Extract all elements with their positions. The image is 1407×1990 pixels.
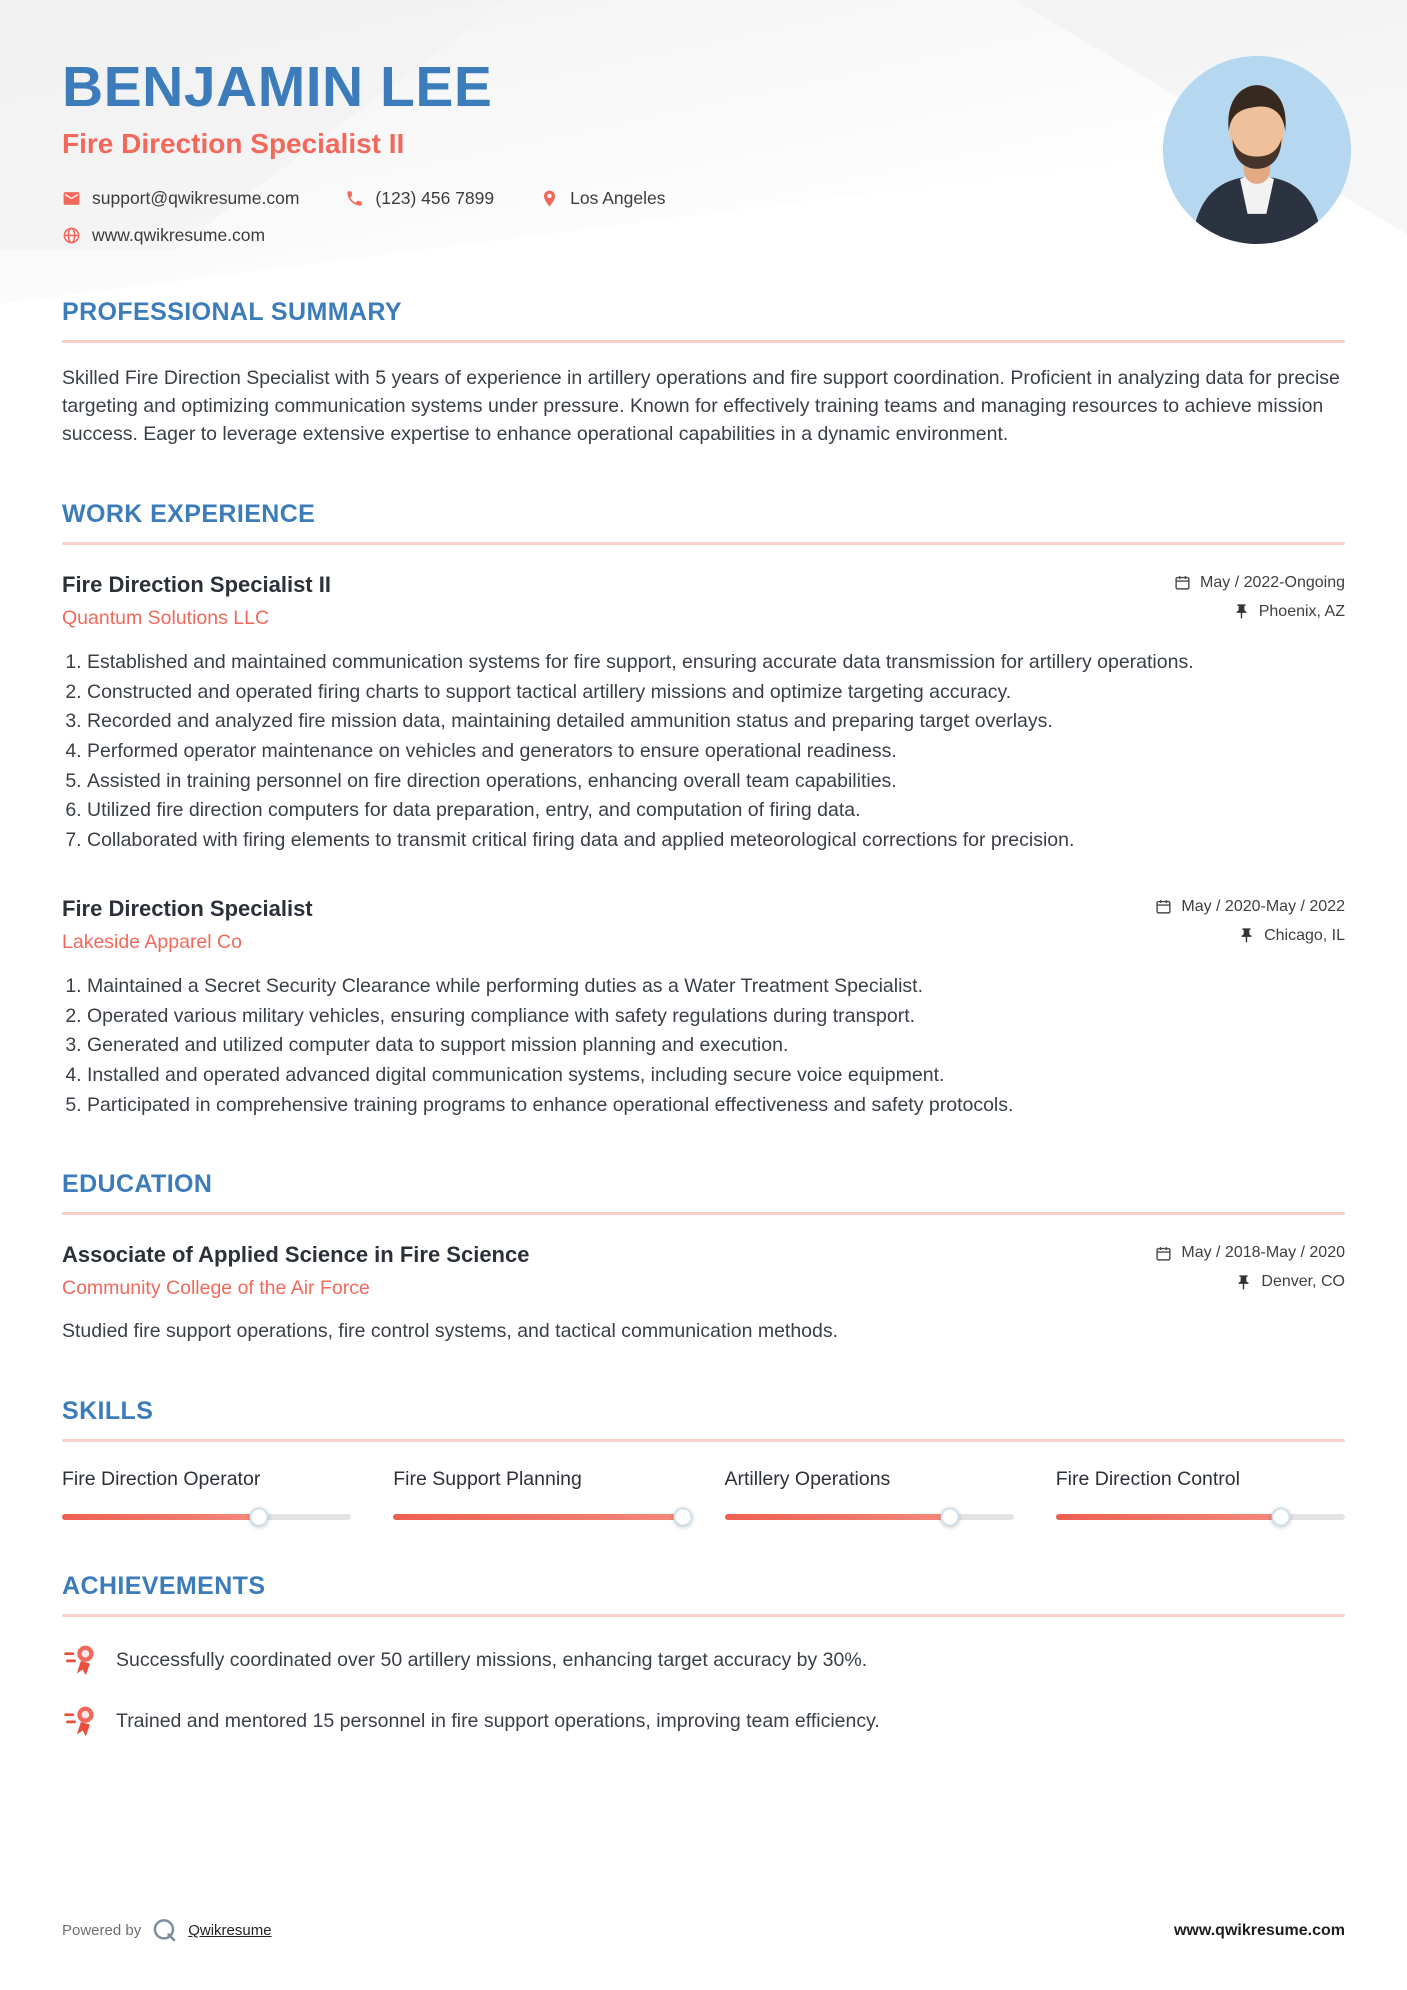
job-meta <box>1174 572 1345 632</box>
job-title: Fire Direction Specialist II <box>62 571 331 597</box>
contact-website[interactable] <box>62 225 265 246</box>
education-title-block <box>62 1242 529 1300</box>
contact-phone[interactable] <box>345 188 494 209</box>
contact-phone-text: (123) 456 7899 <box>375 187 495 208</box>
footer-website[interactable]: www.qwikresume.com <box>1173 1921 1345 1939</box>
education-header <box>62 1242 1345 1302</box>
education-location-text: Denver, CO <box>1261 1273 1345 1291</box>
pin-icon <box>1233 603 1250 620</box>
achievements-heading: ACHIEVEMENTS <box>62 1572 266 1601</box>
skill-item <box>393 1468 682 1520</box>
education-description: Studied fire support operations, fire control systems, and tactical communication methods. <box>62 1320 839 1343</box>
skill-fill <box>725 1514 951 1520</box>
skill-fill <box>393 1514 682 1520</box>
job-location-text: Phoenix, AZ <box>1258 602 1345 620</box>
summary-heading: PROFESSIONAL SUMMARY <box>62 297 402 326</box>
section-divider <box>62 1212 1345 1215</box>
achievement-item <box>62 1642 1345 1678</box>
pin-icon <box>1238 927 1255 944</box>
job-bullet: 2. Constructed and operated firing charts to support tactical artillery missions and optimize targeting accuracy. <box>87 679 1345 706</box>
section-summary <box>62 298 1345 448</box>
experience-heading: WORK EXPERIENCE <box>62 499 316 528</box>
job-header <box>62 896 1345 956</box>
skill-item <box>62 1468 351 1520</box>
job-header <box>62 572 1345 632</box>
skill-handle <box>249 1508 268 1527</box>
job-location <box>1155 927 1345 945</box>
achievement-text: Successfully coordinated over 50 artillery missions, enhancing target accuracy by 30%. <box>116 1648 868 1671</box>
job-meta <box>1155 896 1345 956</box>
education-entry <box>62 1242 1345 1345</box>
job-dates <box>1174 574 1345 592</box>
qwikresume-logo-icon <box>151 1917 178 1944</box>
skill-slider <box>725 1514 1014 1520</box>
section-experience <box>62 500 1345 1118</box>
job-dates-text: May / 2022-Ongoing <box>1200 573 1345 591</box>
section-divider <box>62 340 1345 343</box>
calendar-icon <box>1174 574 1191 591</box>
job-bullet: 7. Collaborated with firing elements to transmit critical firing data and applied meteorological corrections for precision. <box>87 827 1345 854</box>
section-skills <box>62 1397 1345 1520</box>
skills-heading: SKILLS <box>62 1397 154 1426</box>
job-bullet: 1. Maintained a Secret Security Clearance while performing duties as a Water Treatment Specialist. <box>87 973 1345 1000</box>
section-achievements <box>62 1572 1345 1739</box>
job-title-block <box>62 896 313 954</box>
job-bullet-list <box>62 973 1345 1119</box>
globe-icon <box>62 226 81 245</box>
job-bullet: 5. Participated in comprehensive training programs to enhance operational effectiveness and safety protocols. <box>87 1092 1345 1119</box>
job-bullet: 5. Assisted in training personnel on fire direction operations, enhancing overall team capabilities. <box>87 768 1345 795</box>
job-company: Lakeside Apparel Co <box>62 930 242 953</box>
section-divider <box>62 1614 1345 1617</box>
location-icon <box>540 189 559 208</box>
award-icon <box>62 1642 98 1678</box>
section-divider <box>62 1439 1345 1442</box>
skill-fill <box>62 1514 259 1520</box>
job-title: Fire Direction Specialist <box>62 895 313 921</box>
job-entry <box>62 572 1345 854</box>
job-bullet: 1. Established and maintained communication systems for fire support, ensuring accurate data transmission for artillery operations. <box>87 649 1345 676</box>
skill-label: Fire Direction Control <box>1055 1468 1240 1491</box>
avatar <box>1163 56 1351 244</box>
skill-item <box>725 1468 1014 1520</box>
contact-row-secondary <box>62 225 1345 246</box>
skills-grid <box>62 1468 1345 1520</box>
skill-handle <box>673 1508 692 1527</box>
job-entry <box>62 896 1345 1119</box>
candidate-title: Fire Direction Specialist II <box>62 127 405 159</box>
contact-email[interactable] <box>62 188 299 209</box>
contact-location <box>540 188 665 209</box>
award-icon <box>62 1703 98 1739</box>
job-dates-text: May / 2020-May / 2022 <box>1181 897 1345 915</box>
contact-email-text: support@qwikresume.com <box>92 187 300 208</box>
phone-icon <box>345 189 364 208</box>
skill-label: Fire Direction Operator <box>62 1468 261 1491</box>
section-education <box>62 1170 1345 1345</box>
contact-location-text: Los Angeles <box>570 187 666 208</box>
job-location-text: Chicago, IL <box>1264 926 1345 944</box>
section-divider <box>62 542 1345 545</box>
powered-by-label: Powered by <box>62 1922 142 1939</box>
education-degree: Associate of Applied Science in Fire Science <box>62 1242 530 1268</box>
skill-label: Artillery Operations <box>724 1468 891 1491</box>
skill-slider <box>1056 1514 1345 1520</box>
education-dates <box>1155 1244 1345 1262</box>
skill-handle <box>941 1508 960 1527</box>
job-bullet: 6. Utilized fire direction computers for data preparation, entry, and computation of firing data. <box>87 797 1345 824</box>
candidate-name: BENJAMIN LEE <box>62 55 493 119</box>
calendar-icon <box>1155 1245 1172 1262</box>
skill-label: Fire Support Planning <box>393 1468 582 1491</box>
pin-icon <box>1235 1274 1252 1291</box>
education-location <box>1155 1273 1345 1291</box>
education-dates-text: May / 2018-May / 2020 <box>1181 1244 1345 1262</box>
resume-header <box>62 0 1345 246</box>
job-title-block <box>62 572 331 630</box>
contact-website-text: www.qwikresume.com <box>92 224 266 245</box>
job-bullet: 3. Recorded and analyzed fire mission data, maintaining detailed ammunition status and preparing target overlays. <box>87 708 1345 735</box>
job-bullet-list <box>62 649 1345 854</box>
contact-row-primary <box>62 188 1345 209</box>
skill-item <box>1056 1468 1345 1520</box>
skill-handle <box>1272 1508 1291 1527</box>
job-bullet: 4. Installed and operated advanced digital communication systems, including secure voice equipment. <box>87 1062 1345 1089</box>
job-company: Quantum Solutions LLC <box>62 606 270 629</box>
email-icon <box>62 189 81 208</box>
job-bullet: 4. Performed operator maintenance on vehicles and generators to ensure operational readiness. <box>87 738 1345 765</box>
skill-fill <box>1056 1514 1282 1520</box>
job-bullet: 3. Generated and utilized computer data to support mission planning and execution. <box>87 1032 1345 1059</box>
job-dates <box>1155 898 1345 916</box>
education-school: Community College of the Air Force <box>62 1277 370 1300</box>
skill-slider <box>393 1514 682 1520</box>
qwikresume-link[interactable]: Qwikresume <box>188 1922 272 1939</box>
summary-text: Skilled Fire Direction Specialist with 5 years of experience in artillery operations and fire support coordination. Proficient in analyzing data for precise targeting and optimizing communication systems under pressure. Known for effectively training teams and managing resources to achieve mission success. Eager to leverage extensive expertise to enhance operational capabilities in a dynamic environment. <box>62 366 1340 445</box>
job-bullet: 2. Operated various military vehicles, ensuring compliance with safety regulations during transport. <box>87 1003 1345 1030</box>
powered-by <box>62 1917 272 1944</box>
achievement-item <box>62 1703 1345 1739</box>
calendar-icon <box>1155 898 1172 915</box>
education-heading: EDUCATION <box>62 1170 213 1199</box>
achievement-text: Trained and mentored 15 personnel in fire support operations, improving team efficiency. <box>116 1709 880 1732</box>
job-location <box>1174 603 1345 621</box>
page-footer <box>62 1917 1345 1944</box>
education-meta <box>1155 1242 1345 1302</box>
skill-slider <box>62 1514 351 1520</box>
